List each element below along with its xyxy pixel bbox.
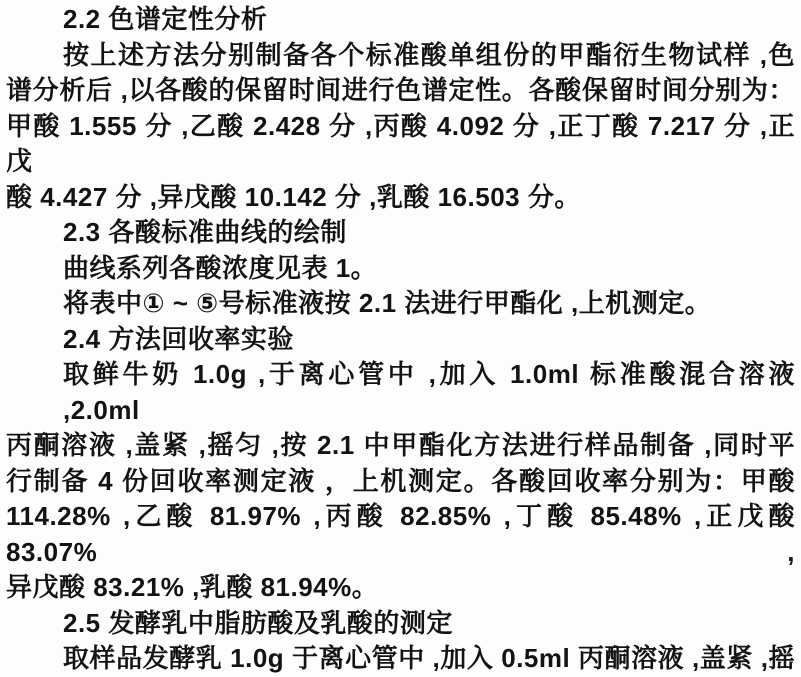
text-line: 取样品发酵乳 1.0g 于离心管中 ,加入 0.5ml 丙酮溶液 ,盖紧 ,摇 — [63, 643, 795, 673]
text-line: 行制备 4 份回收率测定液 ，上机测定。各酸回收率分别为：甲酸 — [6, 465, 795, 496]
text-line: 异戊酸 83.21% ,乳酸 81.94%。 — [6, 572, 379, 602]
section-heading: 2.4 方法回收率实验 — [63, 323, 294, 354]
text-line: 丙酮溶液 ,盖紧 ,摇匀 ,按 2.1 中甲酯化方法进行样品制备 ,同时平 — [6, 430, 795, 460]
text-line: 114.28% ,乙酸 81.97% ,丙酸 82.85% ,丁酸 85.48% ,正戊酸 83.07% , — [6, 501, 795, 567]
text-line: 将表中① ~ ⑤号标准液按 2.1 法进行甲酯化 ,上机测定。 — [63, 288, 712, 318]
section-heading: 2.3 各酸标准曲线的绘制 — [63, 217, 347, 247]
section-heading: 2.5 发酵乳中脂肪酸及乳酸的测定 — [63, 607, 453, 638]
section-heading: 2.2 色谱定性分析 — [63, 4, 268, 34]
text-line: 按上述方法分别制备各个标准酸单组份的甲酯衍生物试样 ,色 — [63, 39, 795, 70]
text-line: 取鲜牛奶 1.0g ,于离心管中 ,加入 1.0ml 标准酸混合溶液 ,2.0ml — [63, 359, 795, 425]
text-line: 谱分析后 ,以各酸的保留时间进行色谱定性。各酸保留时间分别为： — [6, 75, 795, 105]
document-body — [6, 2, 795, 677]
text-line: 酸 4.427 分 ,异戊酸 10.142 分 ,乳酸 16.503 分。 — [6, 181, 581, 212]
text-line: 甲酸 1.555 分 ,乙酸 2.428 分 ,丙酸 4.092 分 ,正丁酸 7.217 分 ,正戊 — [6, 110, 795, 176]
text-line: 曲线系列各酸浓度见表 1。 — [63, 252, 378, 283]
